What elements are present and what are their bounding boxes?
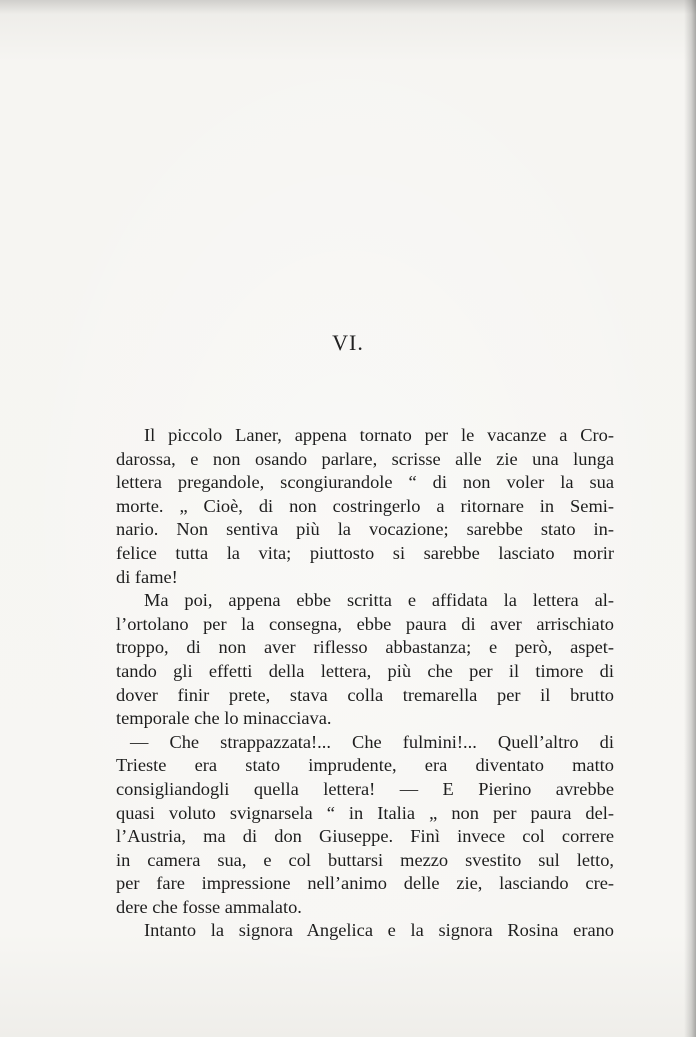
text-line: per fare impressione nell’animo delle zie, lasciando cre- bbox=[116, 873, 614, 894]
text-line: morte. „ Cioè, di non costringerlo a ritornare in Semi- bbox=[116, 495, 614, 516]
text-line: in camera sua, e col buttarsi mezzo svestito sul letto, bbox=[116, 849, 614, 870]
text-line: quasi voluto svignarsela “ in Italia „ non per paura del- bbox=[116, 802, 614, 823]
text-line: felice tutta la vita; piuttosto si sarebbe lasciato morir bbox=[116, 542, 614, 563]
text-line: Intanto la signora Angelica e la signora Rosina erano bbox=[144, 920, 614, 941]
text-line: darossa, e non osando parlare, scrisse alle zie una lunga bbox=[116, 448, 614, 469]
text-line: Trieste era stato imprudente, era diventato matto bbox=[116, 755, 614, 776]
text-line: nario. Non sentiva più la vocazione; sarebbe stato in- bbox=[116, 519, 614, 540]
text-line: dover finir prete, stava colla tremarella per il brutto bbox=[116, 684, 614, 705]
text-line: consigliandogli quella lettera! — E Pierino avrebbe bbox=[116, 778, 614, 799]
text-line: Ma poi, appena ebbe scritta e affidata la lettera al- bbox=[144, 590, 614, 611]
body-text bbox=[116, 424, 614, 943]
text-line: troppo, di non aver riflesso abbastanza; e però, aspet- bbox=[116, 637, 614, 658]
text-line: — Che strappazzata!... Che fulmini!... Quell’altro di bbox=[130, 731, 614, 752]
text-line: Il piccolo Laner, appena tornato per le vacanze a Cro- bbox=[144, 425, 614, 445]
text-line: l’ortolano per la consegna, ebbe paura di aver arrischiato bbox=[116, 613, 614, 634]
text-line: l’Austria, ma di don Giuseppe. Finì invece col correre bbox=[116, 826, 614, 847]
text-line: temporale che lo minacciava. bbox=[116, 708, 332, 729]
text-line: dere che fosse ammalato. bbox=[116, 896, 302, 917]
chapter-heading: VI. bbox=[332, 330, 364, 355]
page-gutter-shadow bbox=[684, 0, 696, 1037]
page-top-shadow bbox=[0, 0, 696, 14]
text-line: lettera pregandole, scongiurandole “ di non voler la sua bbox=[116, 472, 614, 493]
text-line: di fame! bbox=[116, 566, 178, 587]
text-line: tando gli effetti della lettera, più che per il timore di bbox=[116, 660, 614, 681]
